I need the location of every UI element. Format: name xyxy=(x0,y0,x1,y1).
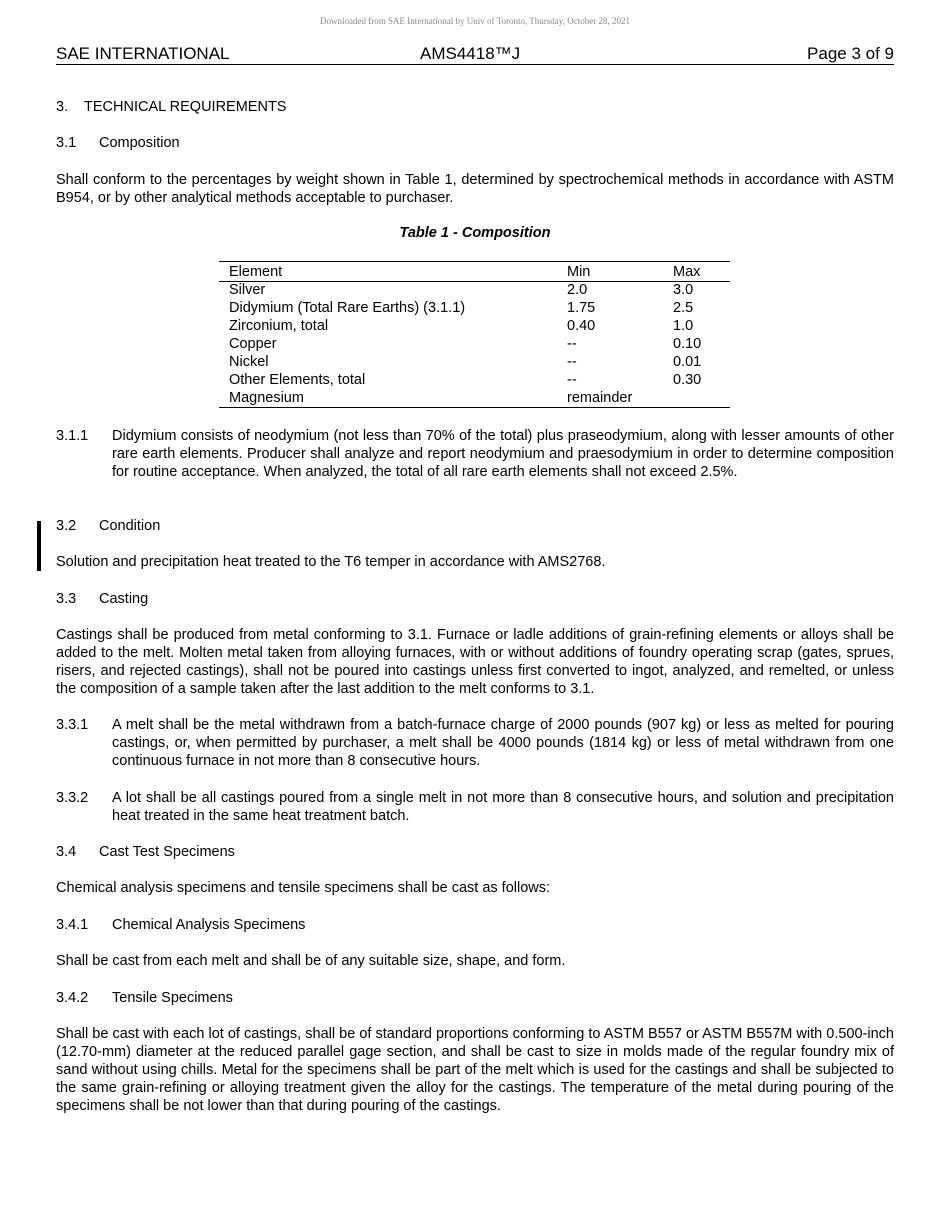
max-cell: 0.30 xyxy=(673,371,702,388)
section-3-4-2-body: Shall be cast with each lot of castings, shall be of standard proportions conforming to ASTM B557 or ASTM B557M with 0.500-inch (12.70-mm) diameter at the reduced parallel gage section, and shall be cast to size in molds made of the regular foundry mix of sand without using chills. Metal for the specimens shall be part of the melt which is used for the castings and shall be subjected to the same grain-refining or alloying treatment given the alloy for the castings. The temperature of the metal during pouring of the specimens shall be not lower than that during pouring of the castings. xyxy=(56,1026,894,1114)
section-body: Didymium consists of neodymium (not less than 70% of the total) plus praseodymium, along with lesser amounts of other rare earth elements. Producer shall analyze and report neodymium and praesodymium in order to determine composition for routine acceptance. When analyzed, the total of all rare earth elements shall not exceed 2.5%. xyxy=(112,428,894,480)
section-title: Condition xyxy=(99,518,161,534)
table-caption: Table 1 - Composition xyxy=(399,225,551,241)
element-cell: Zirconium, total xyxy=(229,318,329,335)
page-header xyxy=(56,44,894,65)
column-header: Max xyxy=(673,263,701,280)
max-cell: 3.0 xyxy=(673,282,694,299)
element-cell: Nickel xyxy=(229,354,269,370)
section-title: Chemical Analysis Specimens xyxy=(112,917,306,933)
section-number: 3.3 xyxy=(56,591,77,607)
element-cell: Didymium (Total Rare Earths) (3.1.1) xyxy=(229,300,466,317)
min-cell: -- xyxy=(567,336,577,353)
min-cell: 1.75 xyxy=(567,300,596,317)
download-watermark: Downloaded from SAE International by Univ of Toronto, Thursday, October 28, 2021 xyxy=(320,16,630,26)
max-cell: 2.5 xyxy=(673,300,694,317)
section-3-3-heading xyxy=(56,590,148,608)
table-row xyxy=(219,371,730,389)
column-header: Element xyxy=(229,263,283,280)
header-page-number: Page 3 of 9 xyxy=(807,44,894,63)
section-3-1-1 xyxy=(56,427,894,481)
section-title: Tensile Specimens xyxy=(112,990,233,1006)
section-body: A lot shall be all castings poured from a single melt in not more than 8 consecutive hours, and solution and precipitation heat treated in the same heat treatment batch. xyxy=(112,790,894,824)
section-number: 3.4 xyxy=(56,844,77,860)
header-org: SAE INTERNATIONAL xyxy=(56,44,230,63)
section-number: 3.4.2 xyxy=(56,990,89,1006)
min-cell: 2.0 xyxy=(567,282,588,299)
min-cell: remainder xyxy=(567,389,633,406)
header-doc-id: AMS4418™J xyxy=(420,44,521,63)
max-cell xyxy=(673,389,730,407)
section-number: 3.3.1 xyxy=(56,717,89,733)
max-cell: 0.10 xyxy=(673,336,702,353)
table-row xyxy=(219,336,730,354)
section-3-4-body: Chemical analysis specimens and tensile specimens shall be cast as follows: xyxy=(56,880,551,896)
element-cell: Magnesium xyxy=(229,389,304,406)
section-3-4-heading xyxy=(56,843,235,861)
section-number: 3. xyxy=(56,99,69,115)
table-header-row xyxy=(219,262,730,282)
section-title: Cast Test Specimens xyxy=(99,844,235,860)
min-cell: -- xyxy=(567,354,577,370)
section-number: 3.2 xyxy=(56,518,77,534)
table-row xyxy=(219,389,730,407)
table-row xyxy=(219,318,730,336)
section-3-heading xyxy=(56,98,286,116)
section-number: 3.1 xyxy=(56,135,77,151)
min-cell: -- xyxy=(567,371,577,388)
element-cell: Copper xyxy=(229,336,277,353)
section-3-2-body: Solution and precipitation heat treated to the T6 temper in accordance with AMS2768. xyxy=(56,554,606,570)
section-body: A melt shall be the metal withdrawn from a batch-furnace charge of 2000 pounds (907 kg) or less as melted for pouring castings, or, when permitted by purchaser, a melt shall be 4000 pounds (1814 kg) or less of metal withdrawn from one continuous furnace in not more than 8 consecutive hours. xyxy=(112,717,894,769)
table-row xyxy=(219,354,730,372)
section-3-3-2 xyxy=(56,789,894,825)
section-number: 3.1.1 xyxy=(56,428,89,444)
section-3-1-body: Shall conform to the percentages by weight shown in Table 1, determined by spectrochemical methods in accordance with ASTM B954, or by other analytical methods acceptable to purchaser. xyxy=(56,172,894,206)
revision-change-bar xyxy=(37,521,41,571)
section-title: TECHNICAL REQUIREMENTS xyxy=(84,99,287,115)
section-number: 3.3.2 xyxy=(56,790,89,806)
column-header: Min xyxy=(567,263,591,280)
element-cell: Other Elements, total xyxy=(229,371,366,388)
section-title: Casting xyxy=(99,591,149,607)
element-cell: Silver xyxy=(229,282,266,299)
section-3-1-heading xyxy=(56,134,180,152)
section-3-4-1-body: Shall be cast from each melt and shall be of any suitable size, shape, and form. xyxy=(56,953,566,969)
composition-table xyxy=(219,261,730,408)
section-3-2-heading xyxy=(56,517,160,535)
section-3-3-1 xyxy=(56,716,894,770)
section-3-4-2-heading xyxy=(56,989,233,1007)
section-number: 3.4.1 xyxy=(56,917,89,933)
section-3-4-1-heading xyxy=(56,916,305,934)
max-cell: 0.01 xyxy=(673,354,702,370)
section-3-3-body: Castings shall be produced from metal conforming to 3.1. Furnace or ladle additions of grain-refining elements or alloys shall be added to the melt. Molten metal taken from alloying furnaces, with or without additions of foundry operating scrap (gates, sprues, risers, and rejected castings), shall not be poured into castings unless first converted to ingot, analyzed, and remelted, or unless the composition of a sample taken after the last addition to the melt conforms to 3.1. xyxy=(56,627,894,697)
min-cell: 0.40 xyxy=(567,318,596,335)
section-title: Composition xyxy=(99,135,180,151)
max-cell: 1.0 xyxy=(673,318,694,335)
table-row xyxy=(219,282,730,300)
table-row xyxy=(219,300,730,318)
